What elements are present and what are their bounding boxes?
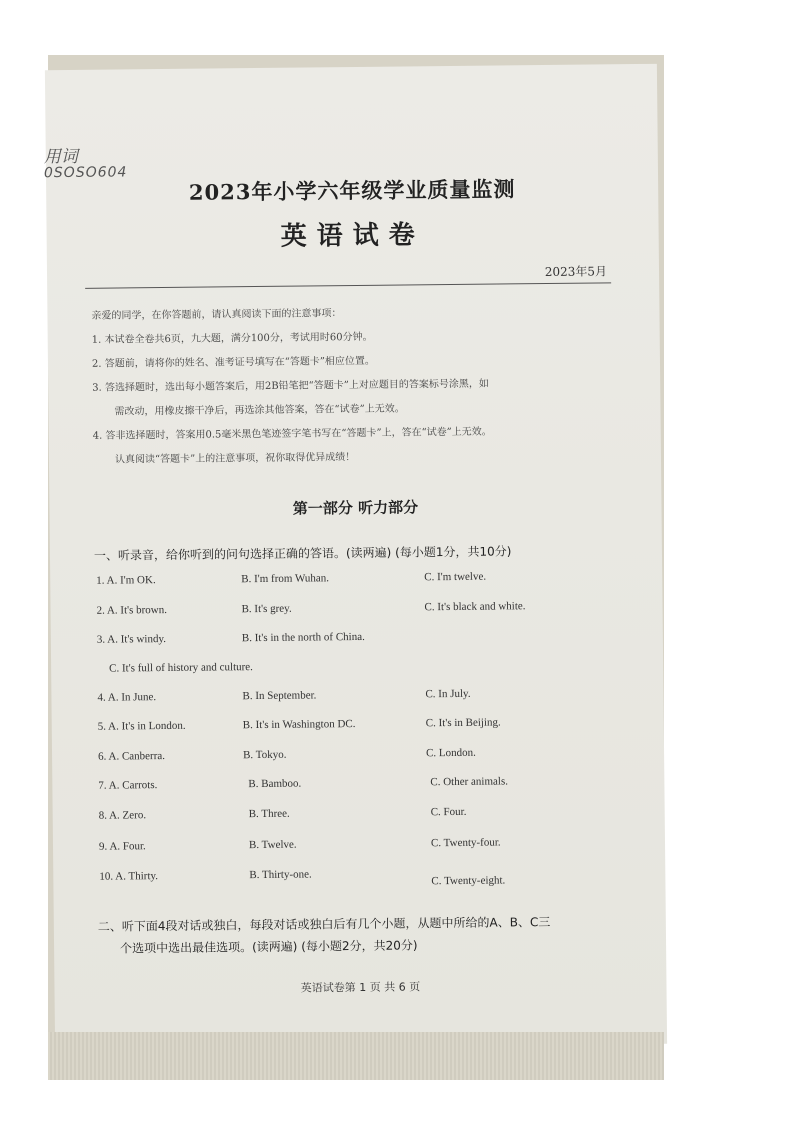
question-row bbox=[99, 835, 619, 862]
option-c: C. It's in Beijing. bbox=[425, 716, 501, 730]
option-a: 1. A. I'm OK. bbox=[96, 574, 156, 587]
exam-date: 2023年5月 bbox=[544, 264, 608, 280]
option-c: C. It's black and white. bbox=[424, 600, 526, 614]
section-2-line: 个选项中选出最佳选项。(读两遍) (每小题2分，共20分) bbox=[120, 938, 418, 956]
question-row bbox=[99, 804, 619, 831]
exam-title: 2023年小学六年级学业质量监测 bbox=[188, 176, 516, 205]
question-row bbox=[96, 599, 616, 626]
option-c: C. I'm twelve. bbox=[424, 570, 487, 584]
instruction-item: 3. 答选择题时，选出每小题答案后，用2B铅笔把“答题卡”上对应题目的答案标号涂黑，如 bbox=[92, 378, 489, 394]
option-a: 5. A. It's in London. bbox=[97, 719, 186, 733]
option-c: C. Twenty-eight. bbox=[431, 874, 506, 888]
part-title: 第一部分 听力部分 bbox=[292, 498, 419, 518]
section-2-heading bbox=[98, 910, 638, 960]
question-row bbox=[98, 715, 618, 742]
option-c: C. It's full of history and culture. bbox=[109, 661, 253, 675]
section-1-heading: 一、听录音，给你听到的问句选择正确的答语。(读两遍) (每小题1分，共10分) bbox=[93, 544, 512, 563]
exam-photo bbox=[43, 55, 664, 1080]
option-c: C. London. bbox=[425, 746, 476, 760]
question-row bbox=[99, 865, 619, 892]
instruction-item: 2. 答题前，请将你的姓名、准考证号填写在“答题卡”相应位置。 bbox=[91, 355, 375, 370]
instruction-item: 4. 答非选择题时，答案用0.5毫米黑色笔迹签字笔书写在“答题卡”上，答在“试卷”上无效。 bbox=[92, 426, 492, 442]
question-row bbox=[98, 745, 618, 772]
option-a: 6. A. Canberra. bbox=[98, 750, 166, 763]
instructions bbox=[91, 299, 613, 472]
instructions-intro: 亲爱的同学，在你答题前，请认真阅读下面的注意事项： bbox=[91, 308, 342, 322]
question-row bbox=[97, 657, 617, 684]
exam-subject: 英语试卷 bbox=[280, 220, 425, 252]
option-a: 8. A. Zero. bbox=[98, 809, 147, 822]
page-footer: 英语试卷第 1 页 共 6 页 bbox=[300, 980, 421, 995]
instruction-item: 1. 本试卷全卷共6页，九大题，满分100分，考试用时60分钟。 bbox=[91, 331, 373, 346]
option-a: 3. A. It's windy. bbox=[96, 632, 167, 646]
question-row bbox=[97, 628, 617, 655]
option-b: B. Bamboo. bbox=[248, 777, 302, 791]
table-surface bbox=[48, 1032, 664, 1080]
option-c: C. Four. bbox=[430, 805, 467, 819]
instruction-item: 需改动，用橡皮擦干净后，再选涂其他答案，答在“试卷”上无效。 bbox=[114, 403, 405, 418]
question-row bbox=[98, 774, 618, 801]
option-b: B. It's in the north of China. bbox=[241, 630, 365, 645]
option-b: B. I'm from Wuhan. bbox=[241, 572, 330, 586]
option-b: B. It's in Washington DC. bbox=[242, 718, 356, 732]
question-row bbox=[96, 569, 616, 596]
option-b: B. It's grey. bbox=[241, 602, 292, 616]
option-b: B. Tokyo. bbox=[243, 748, 287, 762]
handwritten-code: 0SOSO604 bbox=[43, 164, 128, 182]
option-b: B. In September. bbox=[242, 689, 317, 703]
option-b: B. Twelve. bbox=[248, 838, 297, 852]
option-c: C. Other animals. bbox=[430, 775, 509, 789]
option-b: B. Thirty-one. bbox=[249, 868, 312, 882]
option-a: 7. A. Carrots. bbox=[98, 779, 158, 792]
instruction-item: 认真阅读“答题卡”上的注意事项，祝你取得优异成绩！ bbox=[114, 452, 356, 466]
section-2-line: 二、听下面4段对话或独白，每段对话或独白后有几个小题，从题中所给的A、B、C三 bbox=[97, 914, 551, 934]
option-a: 2. A. It's brown. bbox=[96, 603, 168, 617]
option-a: 4. A. In June. bbox=[97, 691, 157, 704]
option-a: 10. A. Thirty. bbox=[99, 870, 159, 883]
question-row bbox=[97, 686, 617, 713]
option-c: C. Twenty-four. bbox=[430, 836, 501, 850]
exam-paper bbox=[45, 64, 667, 1050]
option-a: 9. A. Four. bbox=[98, 840, 146, 853]
handwritten-note: 用词 bbox=[43, 146, 78, 168]
header-divider bbox=[85, 282, 611, 289]
option-c: C. In July. bbox=[425, 687, 471, 701]
option-b: B. Three. bbox=[248, 807, 290, 821]
